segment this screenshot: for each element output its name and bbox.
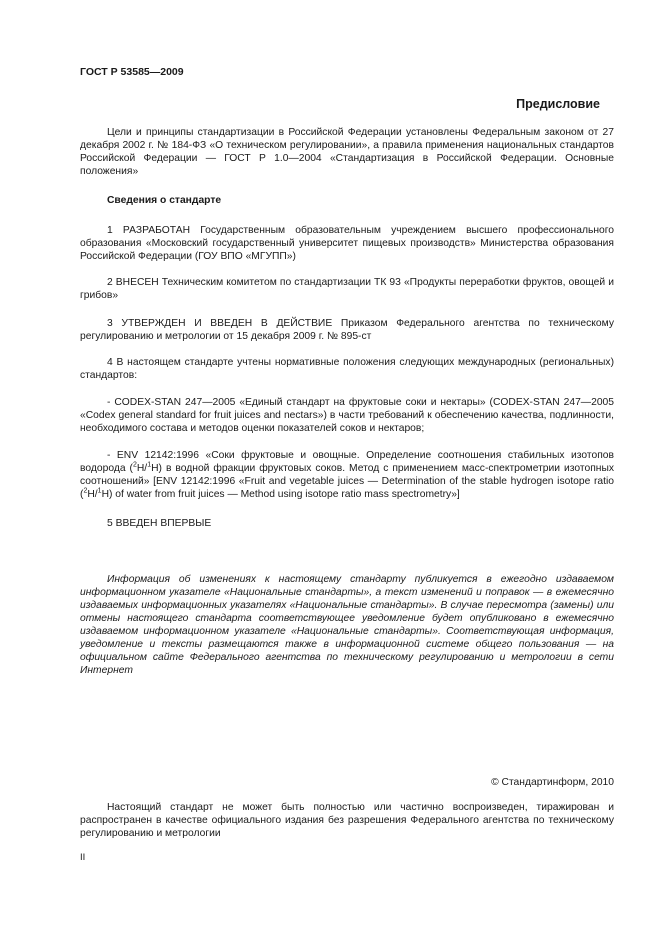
item-approved: 3 УТВЕРЖДЕН И ВВЕДЕН В ДЕЙСТВИЕ Приказом Федерального агентства по техническому регулированию и метрологии от 15 декабря 2009 г. № 895-ст bbox=[80, 318, 614, 342]
item-codex-stan: - CODEX-STAN 247—2005 «Единый стандарт на фруктовые соки и нектары» (CODEX-STAN 247—2005 «Codex general standard for fruit juices and nectars») в части требований к обеспечению качества, подлинности, необходимого состава и методов оценки показателей соков и нектаров; bbox=[80, 397, 614, 434]
page-number: II bbox=[80, 852, 86, 863]
item2-block bbox=[80, 276, 614, 302]
item5-block bbox=[80, 517, 614, 530]
item4b-block bbox=[80, 449, 614, 501]
legal-block bbox=[80, 801, 614, 840]
changes-notice: Информация об изменениях к настоящему стандарту публикуется в ежегодно издаваемом информационном указателе «Национальные стандарты», а текст изменений и поправок — в ежемесячно издаваемых информационных указателях «Национальные стандарты». В случае пересмотра (замены) или отмены настоящего стандарта соответствующее уведомление будет опубликовано в ежемесячно издаваемом информационном указателе «Национальные стандарты». Соответствующая информация, уведомление и тексты размещаются также в информационной системе общего пользования — на официальном сайте Федерального агентства по техническому регулированию и метрологии в сети Интернет bbox=[80, 574, 614, 676]
item-international: 4 В настоящем стандарте учтены нормативные положения следующих международных (региональных) стандартов: bbox=[80, 357, 614, 381]
item-submitted: 2 ВНЕСЕН Техническим комитетом по стандартизации ТК 93 «Продукты переработки фруктов, овощей и грибов» bbox=[80, 277, 614, 301]
item-env-12142: - ENV 12142:1996 «Соки фруктовые и овощные. Определение соотношения стабильных изотопов водорода ($^2$H/$^1$H) в водной фракции фруктовых соков. Метод с применением масс-спектрометрии изотопных соотношений» [ENV 12142:1996 «Fruit and vegetable juices — Determination of the stable hydrogen isotope ratio ($^2$H/$^1$H) of water from fruit juices — Method using isotope ratio mass spectrometry»] bbox=[80, 450, 615, 500]
document-header: ГОСТ Р 53585—2009 bbox=[80, 66, 184, 78]
item4-block bbox=[80, 356, 614, 382]
intro-paragraph: Цели и принципы стандартизации в Российской Федерации установлены Федеральным законом от 27 декабря 2002 г. № 184-ФЗ «О техническом регулировании», а правила применения национальных стандартов Российской Федерации — ГОСТ Р 1.0—2004 «Стандартизация в Российской Федерации. Основные положения» bbox=[80, 127, 614, 177]
copyright-line: © Стандартинформ, 2010 bbox=[491, 777, 614, 788]
section-title: Предисловие bbox=[516, 97, 600, 111]
item-developed: 1 РАЗРАБОТАН Государственным образовательным учреждением высшего профессионального образования «Московский государственный университет пищевых производств» Министерства образования Российской Федерации (ГОУ ВПО «МГУПП») bbox=[80, 225, 614, 262]
item1-block bbox=[80, 224, 614, 263]
info-heading: Сведения о стандарте bbox=[107, 195, 222, 206]
notice-block bbox=[80, 573, 614, 677]
intro-block bbox=[80, 126, 614, 178]
item-first-introduced: 5 ВВЕДЕН ВПЕРВЫЕ bbox=[107, 518, 212, 529]
item3-block bbox=[80, 317, 614, 343]
item4a-block bbox=[80, 396, 614, 435]
info-heading-block bbox=[80, 194, 614, 207]
legal-notice: Настоящий стандарт не может быть полностью или частично воспроизведен, тиражирован и распространен в качестве официального издания без разрешения Федерального агентства по техническому регулированию и метрологии bbox=[80, 802, 614, 839]
